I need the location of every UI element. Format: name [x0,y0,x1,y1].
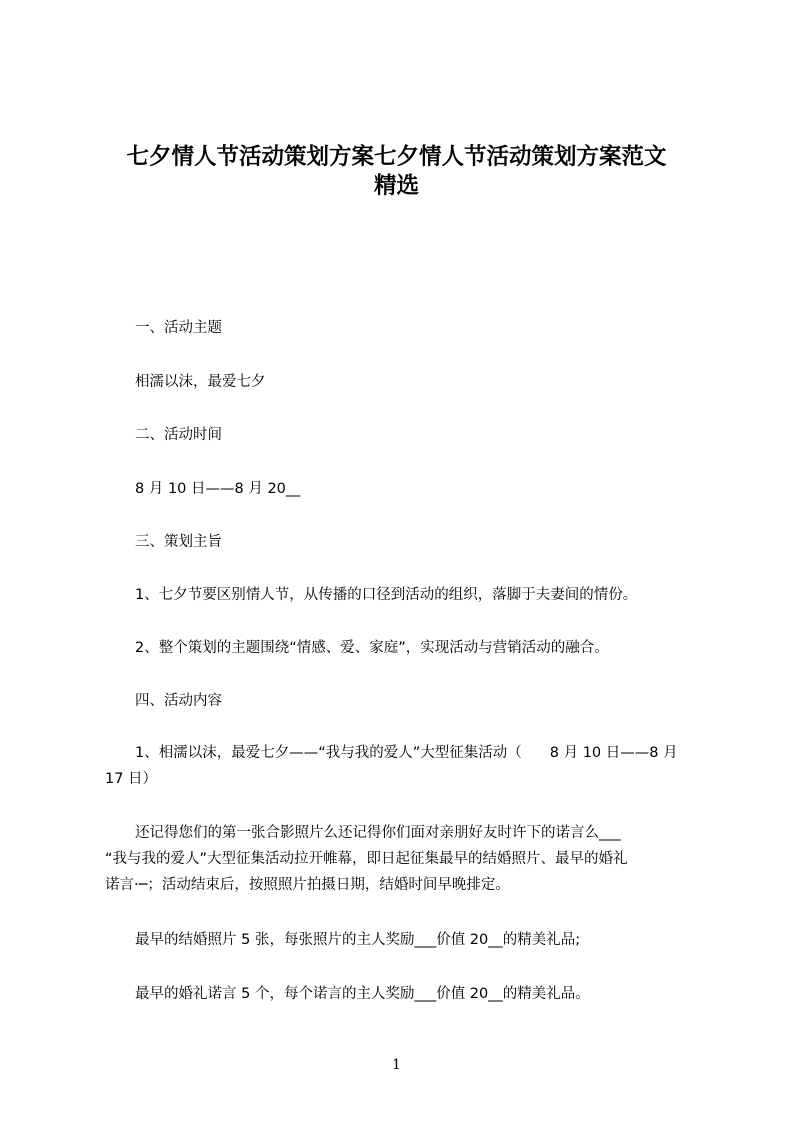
content-1-line-2: 17 日） [105,771,158,787]
title-line-2: 精选 [373,173,419,199]
paragraph-theme-text: 相濡以沫，最爱七夕 [135,374,266,390]
content-2-line-2: “我与我的爱人”大型征集活动拉开帷幕，即日起征集最早的结婚照片、最早的婚礼 [105,851,628,867]
paragraph-content-2 [105,820,700,898]
paragraph-purpose-2: 2、整个策划的主题围绕“情感、爱、家庭”，实现活动与营销活动的融合。 [135,640,609,656]
title-line-1: 七夕情人节活动策划方案七夕情人节活动策划方案范文 [126,144,667,170]
page-number: 1 [392,1057,401,1073]
paragraph-prize-photos: 最早的结婚照片 5 张，每张照片的主人奖励___价值 20__的精美礼品; [135,932,581,948]
paragraph-purpose-1: 1、七夕节要区别情人节，从传播的口径到活动的组织，落脚于夫妻间的情份。 [135,587,638,603]
document-title [96,143,697,201]
heading-activity-content: 四、活动内容 [135,693,222,709]
content-2-line-1: 还记得您们的第一张合影照片么还记得你们面对亲朋好友时许下的诺言么___ [135,825,621,841]
heading-activity-theme: 一、活动主题 [135,320,222,336]
content-1-part-b: 8 月 10 日——8 月 [549,745,678,761]
content-1-line-1 [105,740,700,766]
heading-activity-time: 二、活动时间 [135,427,222,443]
paragraph-time-text: 8 月 10 日——8 月 20__ [135,481,301,497]
content-2-line-3: 诺言·─；活动结束后，按照照片拍摄日期，结婚时间早晚排定。 [105,877,510,893]
paragraph-prize-vows: 最早的婚礼诺言 5 个，每个诺言的主人奖励___价值 20__的精美礼品。 [135,986,590,1002]
content-1-part-a: 1、相濡以沫，最爱七夕——“我与我的爱人”大型征集活动（ [135,745,522,761]
paragraph-content-1 [105,740,700,792]
heading-planning-purpose: 三、策划主旨 [135,534,222,550]
